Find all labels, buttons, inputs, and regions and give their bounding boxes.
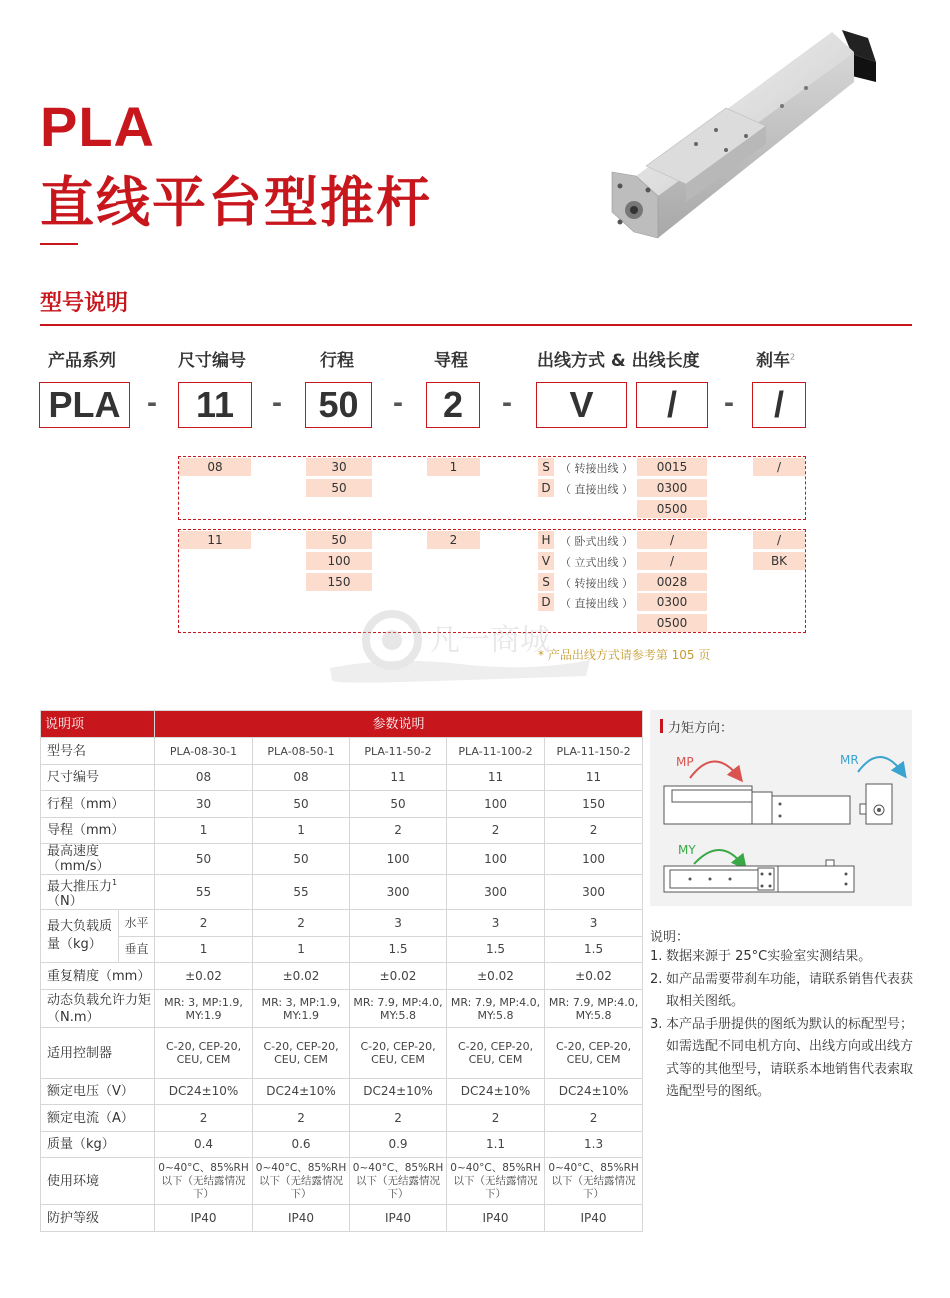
table-cell: MR: 3, MP:1.9, MY:1.9: [253, 990, 350, 1028]
table-cell: C-20, CEP-20, CEU, CEM: [545, 1028, 643, 1079]
my-label: MY: [678, 843, 696, 857]
option-cable-desc: （ 直接出线 ）: [560, 483, 633, 496]
option-length: 0300: [637, 479, 707, 497]
option-lead: 1: [427, 458, 480, 476]
model-box-cable-len: /: [636, 382, 708, 428]
table-cell: ±0.02: [253, 963, 350, 990]
table-cell: 55: [253, 875, 350, 910]
mp-arrow: [690, 761, 738, 778]
dash: -: [724, 386, 734, 419]
table-cell: 2: [253, 1105, 350, 1132]
table-cell: 2: [447, 1105, 545, 1132]
table-cell: 2: [155, 1105, 253, 1132]
table-cell: 2: [253, 910, 350, 937]
table-cell: 2: [545, 818, 643, 844]
torque-accent-bar: [660, 719, 663, 733]
table-cell: 2: [545, 1105, 643, 1132]
table-cell: 1.3: [545, 1132, 643, 1158]
option-lead: 2: [427, 531, 480, 549]
table-cell: DC24±10%: [447, 1079, 545, 1105]
table-cell: 100: [350, 844, 447, 875]
option-length: 0028: [637, 573, 707, 591]
table-cell: 50: [253, 791, 350, 818]
mr-label: MR: [840, 753, 859, 767]
option-size: 08: [179, 458, 251, 476]
table-cell: 2: [155, 910, 253, 937]
table-cell: 1: [253, 937, 350, 963]
option-length: /: [637, 531, 707, 549]
option-cable-desc: （ 立式出线 ）: [560, 556, 633, 569]
table-cell: 1.5: [350, 937, 447, 963]
option-cable-code: D: [538, 479, 554, 497]
mr-arrow: [858, 757, 902, 772]
table-cell: 0~40°C、85%RH 以下（无结露情况下）: [155, 1158, 253, 1205]
model-name: PLA-08-30-1: [155, 738, 253, 765]
table-cell: 11: [350, 765, 447, 791]
table-cell: 100: [447, 791, 545, 818]
model-name: PLA-11-100-2: [447, 738, 545, 765]
table-cell: 150: [545, 791, 643, 818]
notes-title: 说明：: [650, 930, 690, 945]
table-cell: C-20, CEP-20, CEU, CEM: [447, 1028, 545, 1079]
table-cell: 100: [447, 844, 545, 875]
option-group-08: [178, 456, 806, 520]
table-cell: MR: 3, MP:1.9, MY:1.9: [155, 990, 253, 1028]
label-series: 产品系列: [48, 351, 116, 371]
table-cell: DC24±10%: [545, 1079, 643, 1105]
table-cell: 0~40°C、85%RH 以下（无结露情况下）: [350, 1158, 447, 1205]
title-en: PLA: [40, 95, 155, 158]
table-cell: 300: [350, 875, 447, 910]
torque-panel: [650, 710, 912, 906]
table-cell: 0.4: [155, 1132, 253, 1158]
table-cell: 1.5: [545, 937, 643, 963]
table-cell: IP40: [545, 1205, 643, 1232]
table-cell: IP40: [447, 1205, 545, 1232]
row-label: 最大推压力$^1$（N）: [41, 875, 155, 910]
option-cable-code: H: [538, 531, 554, 549]
section-rule: [40, 324, 912, 326]
row-label: 行程（mm）: [41, 791, 155, 818]
model-box-series: PLA: [39, 382, 130, 428]
mr-body: [866, 784, 892, 824]
dash: -: [502, 386, 512, 419]
model-box-cable-dir: V: [536, 382, 627, 428]
model-box-brake: /: [752, 382, 806, 428]
model-name: PLA-11-50-2: [350, 738, 447, 765]
spec-table: [40, 710, 643, 1232]
table-header-item: 说明项: [41, 711, 155, 738]
table-cell: MR: 7.9, MP:4.0, MY:5.8: [447, 990, 545, 1028]
sub-label: 水平: [119, 910, 155, 937]
option-cable-desc: （ 转接出线 ）: [560, 462, 633, 475]
table-cell: C-20, CEP-20, CEU, CEM: [253, 1028, 350, 1079]
table-cell: 0~40°C、85%RH 以下（无结露情况下）: [545, 1158, 643, 1205]
row-label: 防护等级: [41, 1205, 155, 1232]
option-stroke: 50: [306, 479, 372, 497]
table-cell: 1: [253, 818, 350, 844]
table-cell: 1: [155, 818, 253, 844]
option-length: /: [637, 552, 707, 570]
option-cable-code: S: [538, 458, 554, 476]
label-brake: 刹车$^2$: [756, 351, 796, 371]
option-cable-desc: （ 转接出线 ）: [560, 577, 633, 590]
row-label: 型号名: [41, 738, 155, 765]
title-cn: 直线平台型推杆: [40, 171, 432, 234]
label-stroke: 行程: [320, 351, 354, 371]
option-brake: BK: [753, 552, 805, 570]
model-box-size: 11: [178, 382, 252, 428]
table-cell: 08: [253, 765, 350, 791]
table-cell: DC24±10%: [253, 1079, 350, 1105]
table-header-params: 参数说明: [155, 711, 643, 738]
option-length: 0300: [637, 593, 707, 611]
table-cell: 0~40°C、85%RH 以下（无结露情况下）: [447, 1158, 545, 1205]
table-cell: DC24±10%: [350, 1079, 447, 1105]
table-cell: ±0.02: [350, 963, 447, 990]
table-cell: ±0.02: [545, 963, 643, 990]
table-cell: 3: [447, 910, 545, 937]
label-lead: 导程: [434, 351, 468, 371]
option-length: 0500: [637, 614, 707, 632]
label-cable: 出线方式 & 出线长度: [537, 351, 700, 371]
row-label: 额定电压（V）: [41, 1079, 155, 1105]
model-name: PLA-08-50-1: [253, 738, 350, 765]
model-box-lead: 2: [426, 382, 480, 428]
row-label: 最高速度（mm/s）: [41, 844, 155, 875]
table-cell: DC24±10%: [155, 1079, 253, 1105]
note-item: 3. 本产品手册提供的图纸为默认的标配型号；如需选配不同电机方向、出线方向或出线方式等的其他型号，请联系本地销售代表索取选配型号的图纸。: [650, 1016, 914, 1099]
dash: -: [272, 386, 282, 419]
table-cell: 1.1: [447, 1132, 545, 1158]
table-cell: 0.6: [253, 1132, 350, 1158]
option-stroke: 30: [306, 458, 372, 476]
dash: -: [393, 386, 403, 419]
table-cell: 300: [545, 875, 643, 910]
push-footnote: 1: [112, 878, 118, 887]
torque-diagram: [650, 738, 912, 906]
table-cell: 50: [155, 844, 253, 875]
option-cable-code: D: [538, 593, 554, 611]
table-cell: 30: [155, 791, 253, 818]
table-cell: 11: [545, 765, 643, 791]
model-box-stroke: 50: [305, 382, 372, 428]
table-cell: IP40: [253, 1205, 350, 1232]
row-label: 动态负载允许力矩（N.m）: [41, 990, 155, 1028]
option-size: 11: [179, 531, 251, 549]
table-cell: IP40: [155, 1205, 253, 1232]
row-label: 尺寸编号: [41, 765, 155, 791]
torque-title: 力矩方向：: [668, 721, 734, 736]
table-cell: 50: [253, 844, 350, 875]
table-cell: 300: [447, 875, 545, 910]
table-cell: 50: [350, 791, 447, 818]
table-cell: 11: [447, 765, 545, 791]
mp-label: MP: [676, 755, 694, 769]
table-cell: 3: [545, 910, 643, 937]
dash: -: [147, 386, 157, 419]
table-cell: 3: [350, 910, 447, 937]
option-brake: /: [753, 458, 805, 476]
brake-footnote: 2: [790, 352, 796, 362]
row-label: 使用环境: [41, 1158, 155, 1205]
option-brake: /: [753, 531, 805, 549]
table-cell: ±0.02: [155, 963, 253, 990]
section-title: 型号说明: [40, 291, 129, 316]
table-cell: 2: [350, 818, 447, 844]
option-cable-code: V: [538, 552, 554, 570]
table-cell: 08: [155, 765, 253, 791]
row-label: 最大负载质量（kg）: [41, 910, 119, 963]
table-cell: 2: [447, 818, 545, 844]
title-rule: [40, 243, 78, 245]
row-label: 重复精度（mm）: [41, 963, 155, 990]
table-cell: C-20, CEP-20, CEU, CEM: [350, 1028, 447, 1079]
sub-label: 垂直: [119, 937, 155, 963]
option-cable-desc: （ 卧式出线 ）: [560, 535, 633, 548]
table-cell: ±0.02: [447, 963, 545, 990]
option-stroke: 100: [306, 552, 372, 570]
note-item: 1. 数据来源于 25°C实验室实测结果。: [650, 949, 872, 964]
table-cell: 1: [155, 937, 253, 963]
notes-list: [650, 946, 916, 1104]
option-cable-code: S: [538, 573, 554, 591]
table-cell: MR: 7.9, MP:4.0, MY:5.8: [350, 990, 447, 1028]
table-cell: 0.9: [350, 1132, 447, 1158]
option-length: 0500: [637, 500, 707, 518]
table-cell: 100: [545, 844, 643, 875]
product-image: [606, 26, 896, 244]
table-cell: 0~40°C、85%RH 以下（无结露情况下）: [253, 1158, 350, 1205]
model-name: PLA-11-150-2: [545, 738, 643, 765]
watermark-text: 凡一商城: [430, 623, 550, 658]
option-cable-desc: （ 直接出线 ）: [560, 597, 633, 610]
note-item: 2. 如产品需要带刹车功能，请联系销售代表获取相关图纸。: [650, 971, 914, 1009]
option-stroke: 50: [306, 531, 372, 549]
label-size: 尺寸编号: [178, 351, 246, 371]
table-cell: 55: [155, 875, 253, 910]
row-label: 额定电流（A）: [41, 1105, 155, 1132]
row-label: 适用控制器: [41, 1028, 155, 1079]
table-cell: C-20, CEP-20, CEU, CEM: [155, 1028, 253, 1079]
cable-note: * 产品出线方式请参考第 105 页: [538, 648, 711, 662]
row-label: 导程（mm）: [41, 818, 155, 844]
table-cell: 1.5: [447, 937, 545, 963]
option-stroke: 150: [306, 573, 372, 591]
my-arrow: [694, 850, 742, 864]
row-label: 质量（kg）: [41, 1132, 155, 1158]
table-cell: MR: 7.9, MP:4.0, MY:5.8: [545, 990, 643, 1028]
option-length: 0015: [637, 458, 707, 476]
table-cell: IP40: [350, 1205, 447, 1232]
table-cell: 2: [350, 1105, 447, 1132]
